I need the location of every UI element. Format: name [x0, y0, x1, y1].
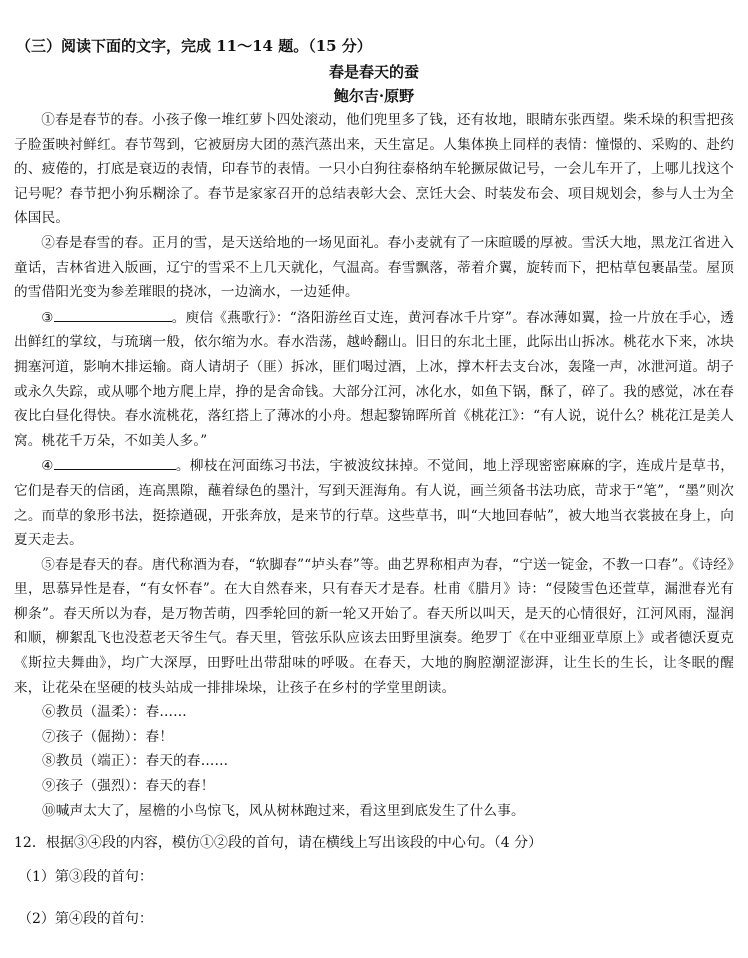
- paragraph-4: [14, 453, 734, 552]
- article-title: 春是春天的蚕: [328, 63, 419, 81]
- paragraph-3: [14, 305, 734, 454]
- section-heading: （三）阅读下面的文字，完成 11～14 题。（15 分）: [16, 37, 372, 55]
- dialogue-line-6: ⑥教员（温柔）：春……: [42, 704, 187, 721]
- paragraph-3-number: ③: [41, 309, 54, 326]
- paragraph-10: ⑩喊声太大了，屋檐的小鸟惊飞，风从树林跑过来，看这里到底发生了什么事。: [42, 802, 525, 819]
- article-author: 鲍尔吉·原野: [333, 87, 415, 105]
- question-12-part-1-prompt: （1）第③段的首句：: [18, 869, 153, 886]
- paragraph-4-number: ④: [41, 458, 54, 475]
- paragraph-1: ①春是春节的春。小孩子像一堆红萝卜四处滚动，他们兜里多了钱，还有妆地，眼睛东张西望。柴禾垛的积雪把孩子脸蛋映衬鲜红。春节驾到，它被厨房大团的蒸汽蒸出来，天生富足。人集体换上同样的表情：憧憬的、采购的、赴约的、疲倦的，打底是衰迈的表情，印春节的表情。一只小白狗往泰格纳车轮撅尿做记号，一会儿车开了，上哪儿找这个记号呢？春节把小狗乐糊涂了。春节是家家召开的总结表彰大会、烹饪大会、时装发布会、项目规划会，参与人士为全体国民。: [14, 112, 734, 227]
- paragraph-3-text: 。庾信《燕歌行》：“洛阳游丝百丈连，黄河春冰千片穿”。春冰薄如翼，捡一片放在手心，透出鲜红的掌纹，与琉璃一般，依尔缩为水。春水浩荡，越岭翻山。旧日的东北土匪，此际出山拆冰。桃花水下来，冰块拥塞河道，影响木排运输。商人请胡子（匪）拆冰，匪们喝过酒，上冰，撑木杆去支台冰，轰隆一声，冰泄河道。胡子或永久失踪，或从哪个地方爬上岸，挣的是舍命钱。大部分江河，冰化水，如鱼下锅，酥了，碎了。我的感觉，冰在春夜比白昼化得快。春水流桃花，落红搭上了薄冰的小舟。想起黎锦晖所首《桃花江》：“有人说，说什么？桃花江是美人窝。桃花千万朵，不如美人多。”: [14, 309, 735, 449]
- paragraph-4-text: 。柳枝在河面练习书法，宇被波纹抹掉。不觉间，地上浮现密密麻麻的字，连成片是草书，它们是春天的信函，连高黑隙，蘸着绿色的墨汁，写到天涯海角。有人说，画兰须备书法功底，苛求于“笔”，“墨”则次之。而草的象形书法，挺捺遒砚，开张奔放，是来节的行草。这些草书，叫“大地回春帖”，被大地当衣裳披在身上，向夏天走去。: [14, 458, 735, 549]
- dialogue-line-9: ⑨孩子（强烈）：春天的春！: [42, 778, 215, 795]
- dialogue-line-7: ⑦孩子（倔拗）：春！: [42, 728, 174, 745]
- paragraph-4-blank-line[interactable]: [54, 453, 176, 470]
- question-12-part-2-prompt: （2）第④段的首句：: [18, 911, 153, 928]
- question-12-stem: 12．根据③④段的内容，模仿①②段的首句，请在横线上写出该段的中心句。（4 分）: [14, 835, 543, 852]
- paragraph-5: ⑤春是春天的春。唐代称酒为春，“软脚春”“垆头春”等。曲艺界称相声为春，“宁送一锭金，不教一口春”。《诗经》里，思慕异性是春，“有女怀春”。在大自然春来，只有春天才是春。杜甫《腊月》诗：“侵陵雪色还萱草，漏泄春光有柳条”。春天所以为春，是万物苦萌，四季轮回的新一轮又开始了。春天所以叫天，是天的心情很好，江河风雨，湿润和顺，柳絮乱飞也没惹老天爷生气。春天里，管弦乐队应该去田野里演奏。绝罗丁《在中亚细亚草原上》或者德沃夏克《斯拉夫舞曲》，均广大深厚，田野吐出带甜味的呼吸。在春天，大地的胸腔潮涩澎湃，让生长的生长，让冬眠的醒来，让花朵在坚硬的枝头站成一排排垛垛，让孩子在乡村的学堂里朗读。: [14, 556, 734, 696]
- paragraph-3-blank-line[interactable]: [54, 305, 172, 322]
- paragraph-2: ②春是春雪的春。正月的雪，是天送给地的一场见面礼。春小麦就有了一床暄暖的厚被。雪沃大地，黑龙江省进入童话，吉林省进入版画，辽宁的雪采不上几天就化，气温高。春雪飘落，蒂着介翼，旋转而下，把枯草包裹晶莹。屋顶的雪借阳光变为参差璀眼的挠冰，一边滴水，一边延伸。: [14, 234, 734, 301]
- dialogue-line-8: ⑧教员（端正）：春天的春……: [42, 753, 229, 770]
